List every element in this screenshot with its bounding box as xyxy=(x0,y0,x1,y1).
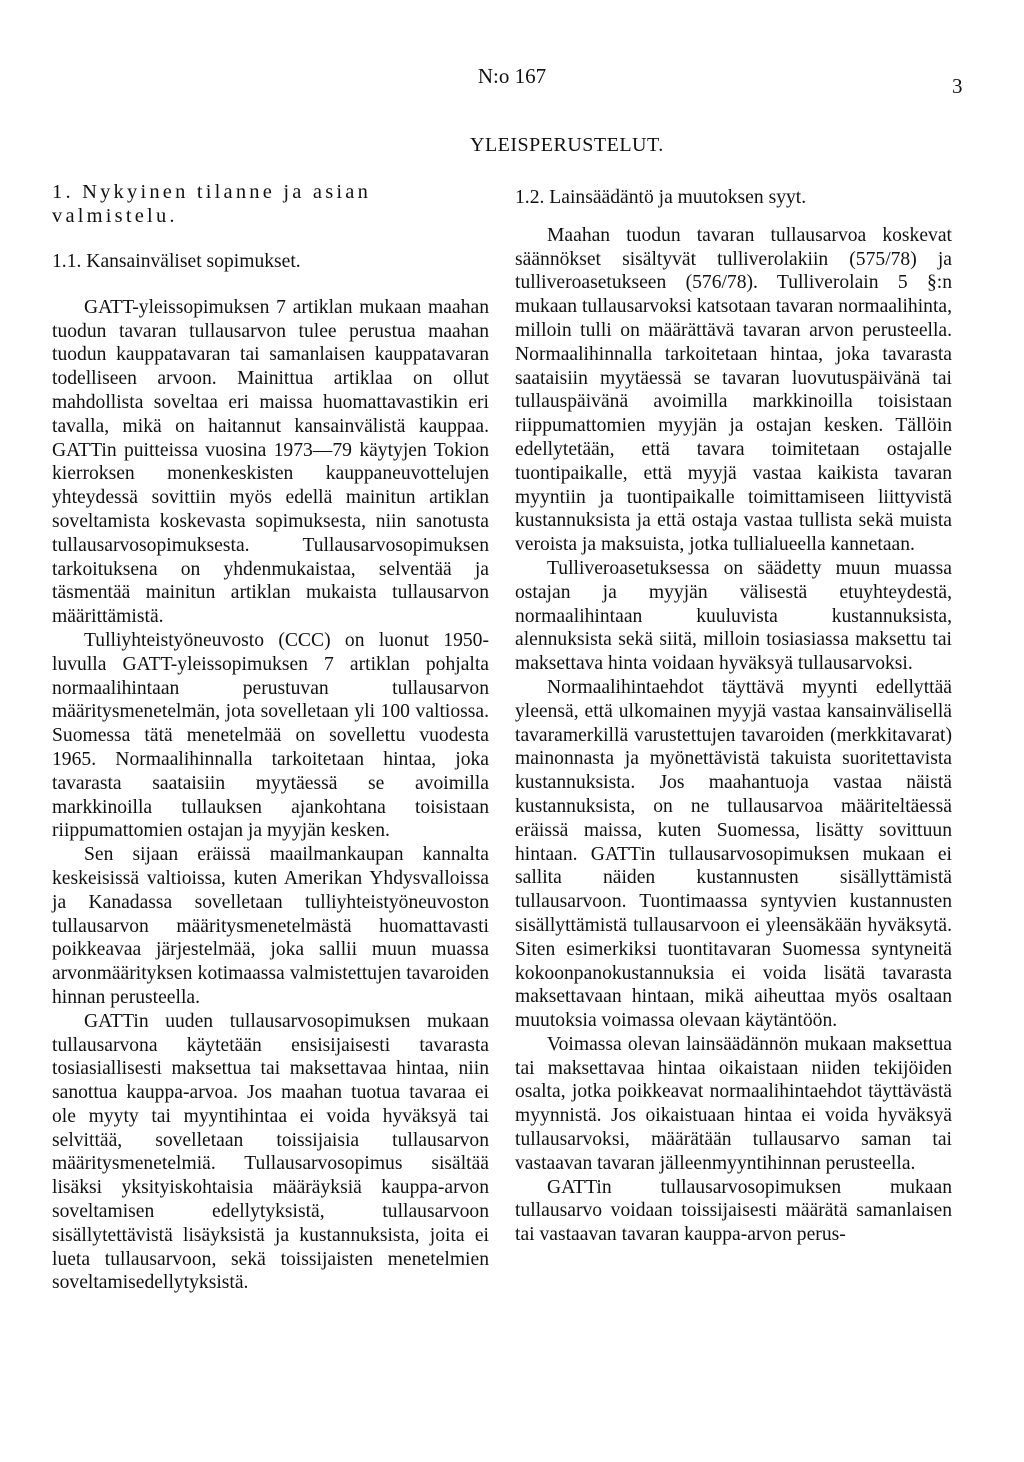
paragraph: Tulliyhteistyöneuvosto (CCC) on luonut 1950-luvulla GATT-yleissopimuksen 7 artiklan pohjalta normaalihintaan perustuvan tullausarvon määritysmenetelmän, jota sovelletaan yli 100 valtiossa. Suomessa tätä menetelmää on sovellettu vuodesta 1965. Normaalihinnalla tarkoitetaan hintaa, joka tavarasta saataisiin myytäessä se avoimilla markkinoilla tullauksen ajankohtana toisistaan riippumattomien ostajan ja myyjän kesken. xyxy=(52,629,489,842)
document-number: N:o 167 xyxy=(477,64,547,88)
paragraph: Sen sijaan eräissä maailmankaupan kannalta keskeisissä valtioissa, kuten Amerikan Yhdysvalloissa ja Kanadassa sovelletaan tulliyhteistyöneuvoston tullausarvon määritysmenetelmästä huomattavasti poikkeavaa järjestelmää, joka sallii muun muassa arvonmäärityksen kotimaassa valmistettujen tavaroiden hinnan perusteella. xyxy=(52,844,489,1008)
paragraph: GATTin uuden tullausarvosopimuksen mukaan tullausarvona käytetään ensisijaisesti tavarasta tosiasiallisesti maksettua tai maksettavaa hintaa, niin sanottua kauppa-arvoa. Jos maahan tuotua tavaraa ei ole myyty tai myyntihintaa ei voida hyväksyä tai selvittää, sovelletaan toissijaisia tullausarvon määritysmenetelmiä. Tullausarvosopimus sisältää lisäksi yksityiskohtaisia määräyksiä kauppa-arvon soveltamisen edellytyksistä, tullausarvoon sisällytettävistä lisäyksistä ja kustannuksista, joita ei lueta tullausarvoon, sekä toissijaisten menetelmien soveltamisedellytyksistä. xyxy=(52,1010,489,1294)
paragraph: Tulliveroasetuksessa on säädetty muun muassa ostajan ja myyjän välisestä etuyhteydestä, normaalihintaan kuuluvista kustannuksista, alennuksista sekä siitä, milloin tosiasiassa maksettu tai maksettava hinta voidaan hyväksyä tullausarvoksi. xyxy=(515,557,952,675)
left-column xyxy=(52,180,489,1295)
heading-current-situation: 1. Nykyinen tilanne ja asian valmistelu. xyxy=(52,181,372,227)
page-number: 3 xyxy=(952,74,963,98)
section-title: YLEISPERUSTELUT. xyxy=(470,134,664,156)
paragraph: GATTin tullausarvosopimuksen mukaan tullausarvo voidaan toissijaisesti määrätä samanlaisen tai vastaavan tavaran kauppa-arvon perus- xyxy=(515,1176,952,1246)
right-column xyxy=(515,186,952,1247)
heading-legislation: 1.2. Lainsäädäntö ja muutoksen syyt. xyxy=(515,187,807,208)
paragraph: Normaalihintaehdot täyttävä myynti edellyttää yleensä, että ulkomainen myyjä vastaa kansainvälisellä tavaramerkillä varustettujen tavaroiden (merkkitavarat) mainonnasta ja myönettävistä takuista suoritettavista kustannuksista. Jos maahantuoja vastaa näistä kustannuksista, on ne tullausarvoa määriteltäessä eräissä maissa, kuten Suomessa, lisätty sovittuun hintaan. GATTin tullausarvosopimuksen mukaan ei sallita näiden kustannusten sisällyttämistä tullausarvoon. Tuontimaassa syntyvien kustannusten sisällyttämistä tullausarvoon ei yleensäkään hyväksytä. Siten esimerkiksi tuontitavaran Suomessa syntyneitä kokoonpanokustannuksia ei voida lisätä tavarasta maksettavaan hintaan, mikä aiheuttaa myös osaltaan muutoksia voimassa olevaan käytäntöön. xyxy=(515,676,952,1032)
paragraph: Maahan tuodun tavaran tullausarvoa koskevat säännökset sisältyvät tulliverolakiin (575/78) ja tulliveroasetukseen (576/78). Tulliverolain 5 §:n mukaan tullausarvoksi katsotaan tavaran normaalihinta, milloin tulli on määrättävä tavaran arvon perusteella. Normaalihinnalla tarkoitetaan hintaa, joka tavarasta saataisiin myytäessä se tavaran luovutuspäivänä tai tullauspäivänä avoimilla markkinoilla toisistaan riippumattomien myyjän ja ostajan kesken. Tällöin edellytetään, että tavara toimitetaan ostajalle tuontipaikalle, että myyjä vastaa kaikista tavaran myyntiin ja tuontipaikalle toimittamiseen liittyvistä kustannuksista ja että ostaja vastaa tullista sekä muista veroista ja maksuista, jotka tullialueella kannetaan. xyxy=(515,224,952,556)
paragraph: Voimassa olevan lainsäädännön mukaan maksettua tai maksettavaa hintaa oikaistaan niiden tekijöiden osalta, jotka poikkeavat normaalihintaehdot täyttävästä myynnistä. Jos oikaistuaan hintaa ei voida hyväksyä tullausarvoksi, määrätään tullausarvo saman tai vastaavan tavaran jälleenmyyntihinnan perusteella. xyxy=(515,1033,952,1174)
heading-international-agreements: 1.1. Kansainväliset sopimukset. xyxy=(52,251,301,272)
paragraph: GATT-yleissopimuksen 7 artiklan mukaan maahan tuodun tavaran tullausarvon tulee perustua maahan tuodun kauppatavaran tai samanlaisen kauppatavaran todelliseen arvoon. Mainittua artiklaa on ollut mahdollista soveltaa eri maissa huomattavastikin eri tavalla, mikä on haitannut kansainvälistä kauppaa. GATTin puitteissa vuosina 1973—79 käytyjen Tokion kierroksen monenkeskisten kauppaneuvottelujen yhteydessä sovittiin myös edellä mainitun artiklan soveltamista koskevasta sopimuksesta, niin sanotusta tullausarvosopimuksesta. Tullausarvosopimuksen tarkoituksena on yhdenmukaistaa, selventää ja täsmentää mainitun artiklan mukaista tullausarvon määrittämistä. xyxy=(52,296,489,628)
